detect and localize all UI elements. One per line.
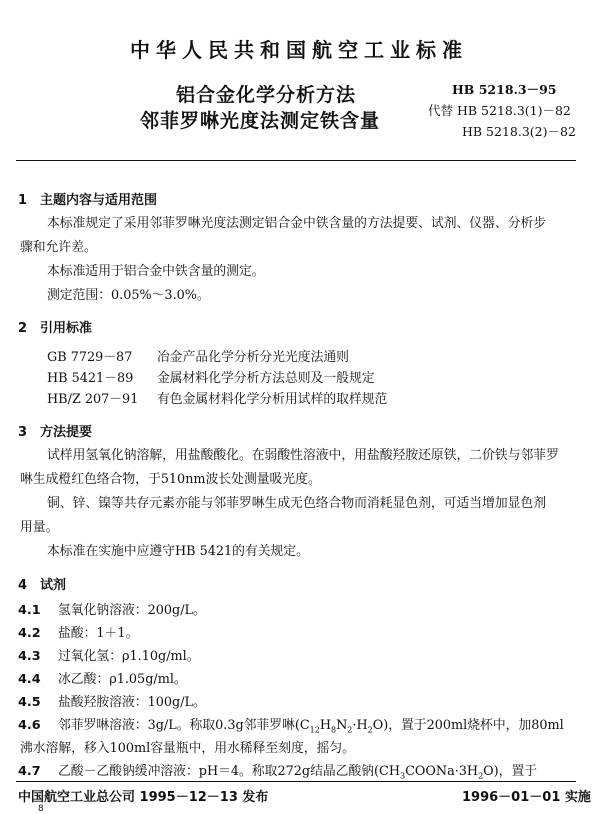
reagent-text: O)，置于200ml烧杯中，加80ml [372, 718, 564, 733]
subscript: 2 [478, 771, 484, 781]
reagent-item-phenanthroline [18, 714, 564, 735]
reagent-text: 盐酸羟胺溶液：100g/L。 [58, 695, 206, 710]
document-title-line2: 邻菲罗啉光度法测定铁含量 [140, 110, 381, 132]
section-3-heading: 3 方法提要 [18, 425, 93, 440]
issue-date: 中国航空工业总公司 1995－12－13 发布 [18, 790, 269, 805]
formula-part: ·H [352, 718, 368, 733]
section-1-paragraph-2: 本标准适用于铝合金中铁含量的测定。 [47, 264, 265, 279]
standard-number: HB 5218.3－95 [452, 82, 557, 97]
section-3-paragraph-3: 本标准在实施中应遵守HB 5421的有关规定。 [47, 544, 309, 559]
reagent-text: 过氧化氢：ρ1.10g/ml。 [58, 649, 200, 664]
reagent-text: 乙酸－乙酸钠缓冲溶液：pH＝4。称取272g结晶乙酸钠(CH [58, 764, 400, 779]
reagent-text: O)，置于 [483, 764, 538, 779]
reagent-item-phenanthroline-line2: 沸水溶解，移入100ml容量瓶中，用水稀释至刻度，摇匀。 [20, 741, 355, 756]
subscript: 2 [347, 725, 353, 735]
reagent-number: 4.4 [18, 672, 41, 687]
section-1-heading: 1 主题内容与适用范围 [18, 193, 158, 208]
reagent-item [18, 668, 187, 687]
reference-title: 有色金属材料化学分析用试样的取样规范 [157, 392, 388, 407]
subscript: 12 [309, 725, 320, 735]
reagent-text: 邻菲罗啉溶液：3g/L。称取0.3g邻菲罗啉(C [58, 718, 310, 733]
subscript: 3 [400, 771, 406, 781]
section-1-paragraph-1-line2: 骤和允许差。 [20, 240, 97, 255]
reagent-number: 4.2 [18, 626, 41, 641]
subscript: 2 [367, 725, 373, 735]
subscript: 8 [331, 725, 337, 735]
formula-part: H [319, 718, 331, 733]
reference-item [47, 388, 387, 407]
document-title-line1: 铝合金化学分析方法 [176, 84, 357, 106]
reference-code: HB/Z 207－91 [47, 392, 139, 407]
reagent-item-buffer [18, 760, 537, 781]
reagent-item [18, 645, 200, 664]
formula-part: COONa·3H [405, 764, 479, 779]
effective-date: 1996－01－01 实施 [462, 790, 591, 805]
replaces-standard-1: 代替 HB 5218.3(1)－82 [428, 103, 571, 118]
reference-code: HB 5421－89 [47, 371, 134, 386]
reference-title: 金属材料化学分析方法总则及一般规定 [157, 371, 375, 386]
reagent-item [18, 691, 206, 710]
reagent-text: 氢氧化钠溶液：200g/L。 [58, 603, 206, 618]
section-3-paragraph-2-line1: 铜、锌、镍等共存元素亦能与邻菲罗啉生成无色络合物而消耗显色剂，可适当增加显色剂 [47, 496, 547, 511]
reference-item [47, 346, 349, 365]
reagent-number: 4.3 [18, 649, 41, 664]
reagent-number: 4.5 [18, 695, 41, 710]
footer-divider [16, 781, 576, 782]
reagent-item [18, 622, 138, 641]
reagent-number: 4.6 [18, 718, 41, 733]
section-1-paragraph-3: 测定范围：0.05%～3.0%。 [47, 288, 210, 303]
section-1-paragraph-1-line1: 本标准规定了采用邻菲罗啉光度法测定铝合金中铁含量的方法提要、试剂、仪器、分析步 [47, 216, 547, 231]
reagent-number: 4.1 [18, 603, 41, 618]
section-3-paragraph-1-line1: 试样用氢氧化钠溶解，用盐酸酸化。在弱酸性溶液中，用盐酸羟胺还原铁，二价铁与邻菲罗 [47, 448, 559, 463]
section-3-paragraph-2-line2: 用量。 [20, 520, 59, 535]
section-2-heading: 2 引用标准 [18, 321, 93, 336]
reagent-item [18, 599, 206, 618]
reagent-text: 盐酸：1＋1。 [58, 626, 139, 641]
reference-code: GB 7729－87 [47, 350, 133, 365]
formula-part: N [336, 718, 348, 733]
reagent-text: 冰乙酸：ρ1.05g/ml。 [58, 672, 187, 687]
section-4-heading: 4 试剂 [18, 578, 67, 593]
header-divider [16, 160, 576, 161]
replaces-standard-2: HB 5218.3(2)－82 [462, 124, 576, 139]
section-3-paragraph-1-line2: 啉生成橙红色络合物，于510nm波长处测量吸光度。 [20, 472, 321, 487]
reagent-number: 4.7 [18, 764, 41, 779]
page-number: 8 [38, 804, 44, 814]
reference-title: 冶金产品化学分析分光光度法通则 [157, 350, 349, 365]
reference-item [47, 367, 375, 386]
issuing-organization: 中华人民共和国航空工业标准 [130, 38, 468, 62]
